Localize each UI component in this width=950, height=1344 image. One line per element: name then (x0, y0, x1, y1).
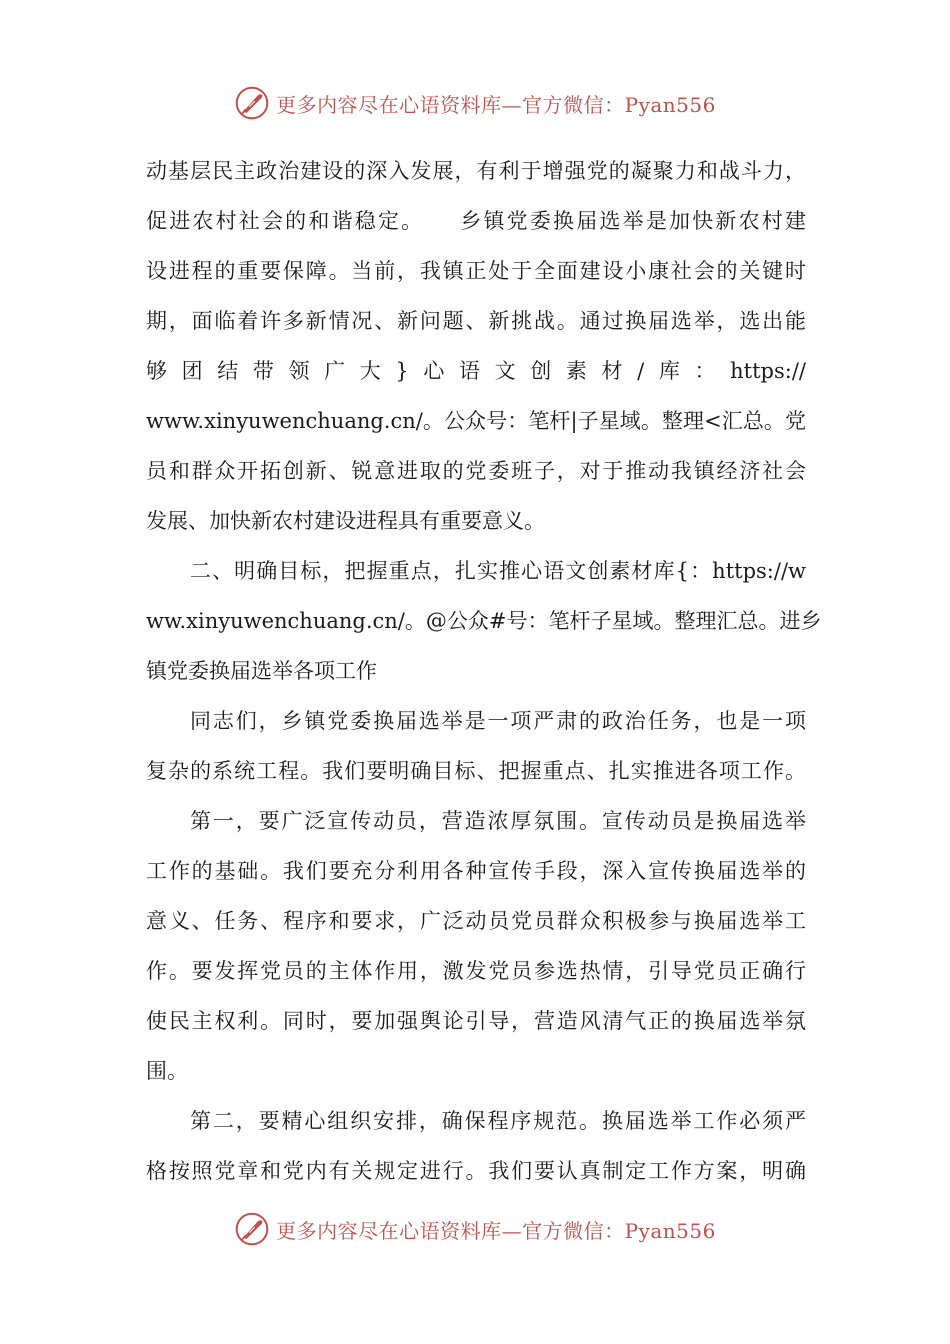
text-line: 够团结带领广大}心语文创素材/库：https:// (146, 359, 806, 383)
footer-watermark (0, 1204, 950, 1254)
text-line: 期，面临着许多新情况、新问题、新挑战。通过换届选举，选出能 (146, 309, 806, 333)
header-watermark-text: 更多内容尽在心语资料库—官方微信：Pyan556 (276, 92, 716, 117)
text-line: 作。要发挥党员的主体作用，激发党员参选热情，引导党员正确行 (146, 959, 806, 983)
text-line: 镇党委换届选举各项工作 (146, 659, 377, 683)
text-line: 围。 (146, 1059, 188, 1083)
document-body (146, 146, 822, 1196)
text-line: 同志们，乡镇党委换届选举是一项严肃的政治任务，也是一项 (190, 709, 806, 733)
text-line: 格按照党章和党内有关规定进行。我们要认真制定工作方案，明确 (146, 1159, 806, 1183)
text-line: 意义、任务、程序和要求，广泛动员党员群众积极参与换届选举工 (146, 909, 806, 933)
quill-pen-logo-icon (234, 1211, 270, 1247)
text-line: 员和群众开拓创新、锐意进取的党委班子，对于推动我镇经济社会 (146, 459, 806, 483)
header-watermark (0, 78, 950, 128)
text-line: 设进程的重要保障。当前，我镇正处于全面建设小康社会的关键时 (146, 259, 806, 283)
text-line: 动基层民主政治建设的深入发展，有利于增强党的凝聚力和战斗力， (146, 159, 806, 183)
footer-watermark-text: 更多内容尽在心语资料库—官方微信：Pyan556 (276, 1218, 716, 1243)
text-line: 促进农村社会的和谐稳定。 乡镇党委换届选举是加快新农村建 (146, 209, 806, 233)
text-line: 复杂的系统工程。我们要明确目标、把握重点、扎实推进各项工作。 (146, 759, 806, 783)
text-line: 发展、加快新农村建设进程具有重要意义。 (146, 509, 545, 533)
text-line: 使民主权利。同时，要加强舆论引导，营造风清气正的换届选举氛 (146, 1009, 806, 1033)
text-line: 工作的基础。我们要充分利用各种宣传手段，深入宣传换届选举的 (146, 859, 806, 883)
text-line: 第二，要精心组织安排，确保程序规范。换届选举工作必须严 (190, 1109, 806, 1133)
text-line: www.xinyuwenchuang.cn/。公众号：笔杆|子星域。整理<汇总。党 (146, 409, 806, 433)
text-line: 第一，要广泛宣传动员，营造浓厚氛围。宣传动员是换届选举 (190, 809, 806, 833)
text-line: ww.xinyuwenchuang.cn/。@公众#号：笔杆子星域。整理汇总。进乡 (146, 609, 822, 633)
quill-pen-logo-icon (234, 85, 270, 121)
text-line: 二、明确目标，把握重点，扎实推心语文创素材库{：https://w (190, 559, 806, 583)
